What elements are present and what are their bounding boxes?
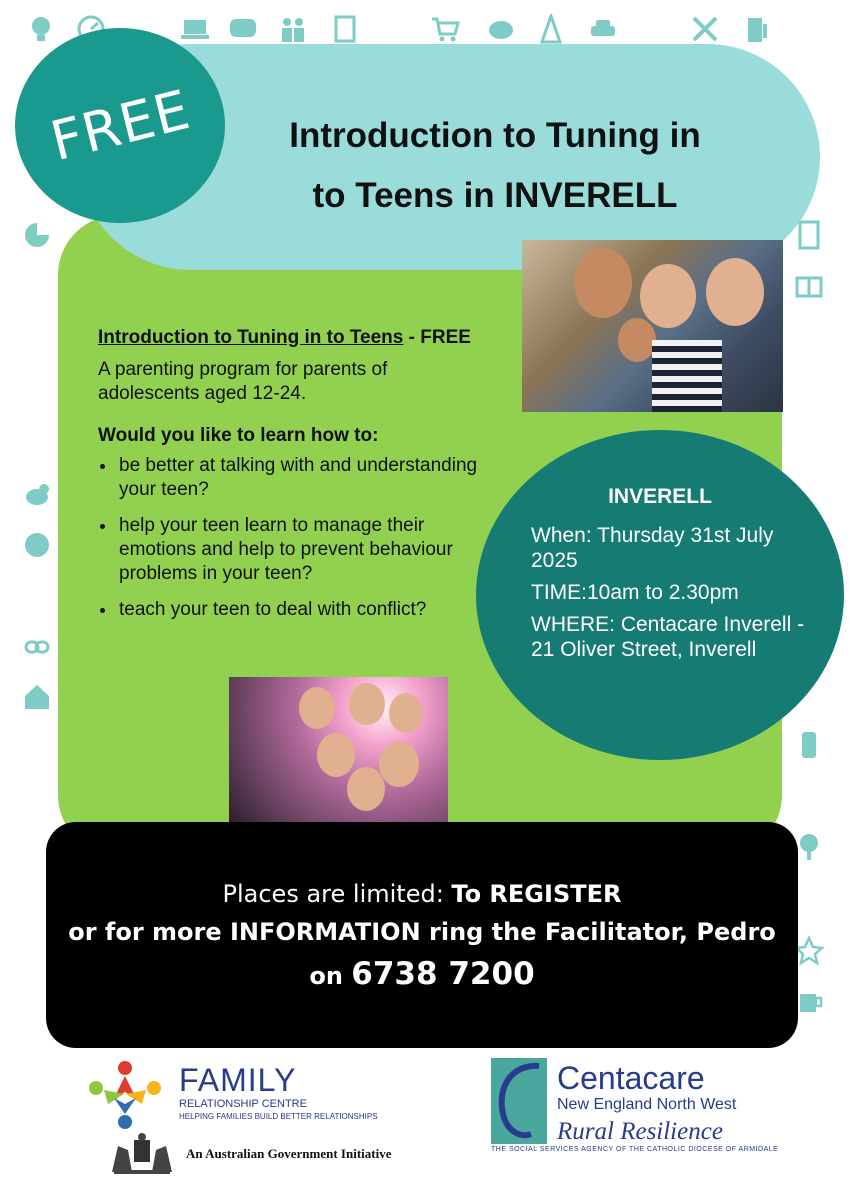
register-line-1 (46, 880, 798, 908)
family-photo (522, 240, 783, 412)
centacare-program: Rural Resilience (557, 1118, 723, 1145)
cart-icon (430, 14, 460, 44)
frc-subtitle: RELATIONSHIP CENTRE (179, 1098, 307, 1110)
frc-tagline: HELPING FAMILIES BUILD BETTER RELATIONSHIPS (179, 1112, 378, 1121)
list-item: be better at talking with and understanding your teen? (98, 454, 488, 502)
tower-icon (536, 14, 566, 44)
list-item: help your teen learn to manage their emotions and help to prevent behaviour problems in your teen? (98, 514, 488, 586)
tools-icon (690, 14, 720, 44)
people-icon (278, 14, 308, 44)
lightbulb-icon (26, 14, 56, 44)
title-line-1: Introduction to Tuning in (289, 116, 701, 155)
house-icon (22, 682, 52, 712)
frc-logo (84, 1058, 404, 1138)
link-icon (22, 632, 52, 662)
register-limited-text: Places are limited: (222, 880, 452, 908)
title-line-2: to Teens in INVERELL (312, 176, 678, 215)
star-icon (794, 936, 824, 966)
learn-list (98, 454, 488, 622)
car-icon (588, 14, 618, 44)
page-title (230, 106, 760, 226)
bird-icon (22, 480, 52, 510)
session-where: WHERE: Centacare Inverell - 21 Oliver Street, Inverell (531, 613, 805, 661)
program-details (98, 326, 488, 634)
calculator-icon (794, 220, 824, 250)
register-phone-prefix: on (309, 962, 352, 990)
session-details (531, 523, 811, 669)
register-cta-text: To REGISTER (451, 880, 622, 908)
book-icon (794, 272, 824, 302)
cup-icon (794, 986, 824, 1016)
list-item: teach your teen to deal with conflict? (98, 598, 488, 622)
centacare-logo (491, 1058, 791, 1168)
session-when: When: Thursday 31st July 2025 (531, 524, 774, 572)
free-badge-text: FREE (44, 77, 196, 174)
program-description: A parenting program for parents of adolescents aged 12-24. (98, 359, 388, 404)
program-subtitle (98, 326, 488, 350)
teens-photo (229, 677, 448, 825)
palette-icon (22, 530, 52, 560)
pie-chart-icon (22, 220, 52, 250)
chat-icon (228, 14, 258, 44)
centacare-region: New England North West (557, 1096, 737, 1113)
learn-heading: Would you like to learn how to: (98, 425, 379, 446)
frc-people-icon (84, 1058, 166, 1130)
centacare-name: Centacare (557, 1060, 705, 1096)
session-time: TIME:10am to 2.30pm (531, 581, 739, 604)
register-line-2: or for more INFORMATION ring the Facilitator, Pedro (68, 918, 776, 946)
session-location: INVERELL (608, 485, 712, 508)
piggy-bank-icon (486, 14, 516, 44)
gov-initiative-text: An Australian Government Initiative (186, 1146, 392, 1161)
program-subtitle-rest: - FREE (403, 327, 471, 348)
phone-number: 6738 7200 (351, 956, 535, 992)
free-badge (15, 28, 225, 223)
tree-icon (794, 832, 824, 862)
register-banner (46, 822, 798, 1048)
laptop-icon (180, 14, 210, 44)
centacare-mark-icon (491, 1058, 551, 1144)
frc-name: FAMILY (179, 1062, 297, 1098)
session-info (476, 430, 844, 760)
register-line-3 (46, 956, 798, 992)
gov-initiative (104, 1132, 434, 1176)
coat-of-arms-icon (104, 1132, 180, 1176)
phone-icon (794, 730, 824, 760)
document-icon (330, 14, 360, 44)
program-subtitle-link-text: Introduction to Tuning in to Teens (98, 327, 404, 348)
centacare-tagline: THE SOCIAL SERVICES AGENCY OF THE CATHOLIC DIOCESE OF ARMIDALE (491, 1146, 779, 1153)
fuel-icon (742, 14, 772, 44)
